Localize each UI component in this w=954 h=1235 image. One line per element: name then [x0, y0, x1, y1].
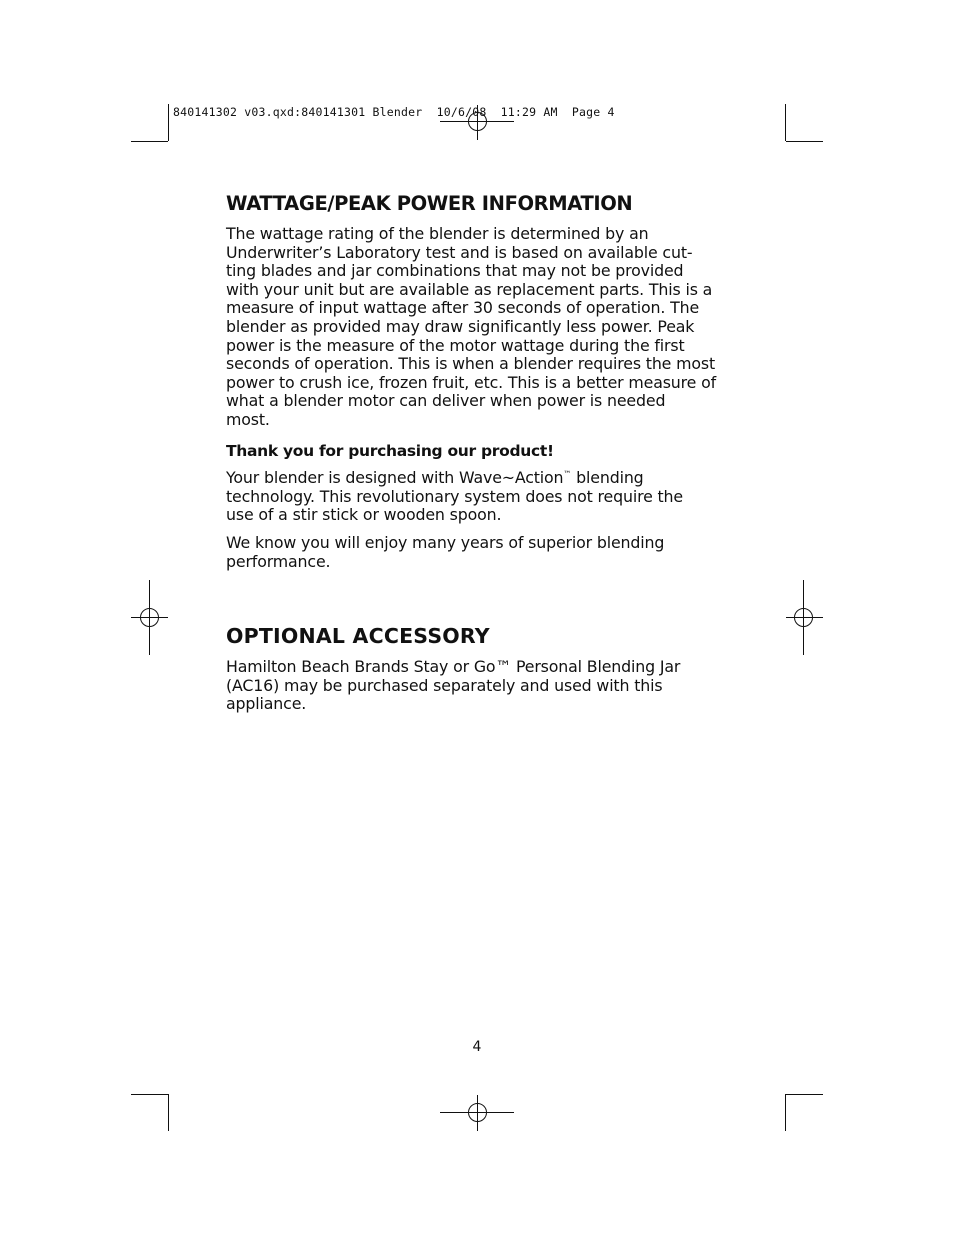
wattage-line: blender as provided may draw significantly less power. Peak [226, 316, 695, 336]
section-title-wattage: WATTAGE/PEAK POWER INFORMATION [226, 192, 633, 215]
enjoy-paragraph [226, 534, 730, 571]
enjoy-line: performance. [226, 551, 331, 571]
wave-action-line: technology. This revolutionary system does not require the [226, 486, 683, 506]
crop-mark-bottom-right [786, 1094, 824, 1131]
registration-mark-bottom [440, 1095, 514, 1131]
wattage-line: measure of input wattage after 30 seconds of operation. The [226, 298, 700, 318]
wattage-line: ting blades and jar combinations that may not be provided [226, 261, 684, 281]
wave-action-text-cont: blending [571, 468, 644, 488]
accessory-line: appliance. [226, 694, 307, 714]
crop-mark-top-right [786, 104, 824, 142]
wave-action-text: Your blender is designed with Wave~Action [226, 468, 564, 488]
wave-action-paragraph [226, 469, 730, 525]
wave-action-line [226, 469, 730, 488]
wattage-line: The wattage rating of the blender is determined by an [226, 224, 649, 243]
thanks-heading: Thank you for purchasing our product! [226, 441, 554, 460]
registration-mark-left [131, 580, 168, 655]
accessory-line: (AC16) may be purchased separately and used with this [226, 675, 663, 695]
page-number: 4 [472, 1039, 482, 1055]
wattage-line: what a blender motor can deliver when power is needed [226, 391, 666, 411]
wattage-line: seconds of operation. This is when a blender requires the most [226, 354, 715, 374]
wattage-line: power to crush ice, frozen fruit, etc. This is a better measure of [226, 372, 717, 392]
wattage-line: power is the measure of the motor wattage during the first [226, 335, 685, 355]
accessory-line: Hamilton Beach Brands Stay or Go™ Personal Blending Jar [226, 657, 681, 677]
enjoy-line: We know you will enjoy many years of superior blending [226, 532, 665, 552]
section-title-accessory: OPTIONAL ACCESSORY [226, 624, 490, 649]
trademark-symbol: ™ [563, 469, 572, 479]
wattage-line: Underwriter’s Laboratory test and is based on available cut- [226, 242, 693, 262]
page-content [226, 192, 730, 714]
wattage-line: with your unit but are available as replacement parts. This is a [226, 279, 713, 299]
crop-mark-top-left [131, 104, 169, 142]
wattage-line: most. [226, 409, 270, 429]
crop-mark-bottom-left [131, 1094, 169, 1131]
accessory-body [226, 658, 730, 714]
wattage-body [226, 225, 730, 430]
registration-mark-right [786, 580, 823, 655]
file-slug-line: 840141302 v03.qxd:840141301 Blender 10/6/08 11:29 AM Page 4 [173, 105, 615, 119]
wave-action-line: use of a stir stick or wooden spoon. [226, 505, 502, 525]
